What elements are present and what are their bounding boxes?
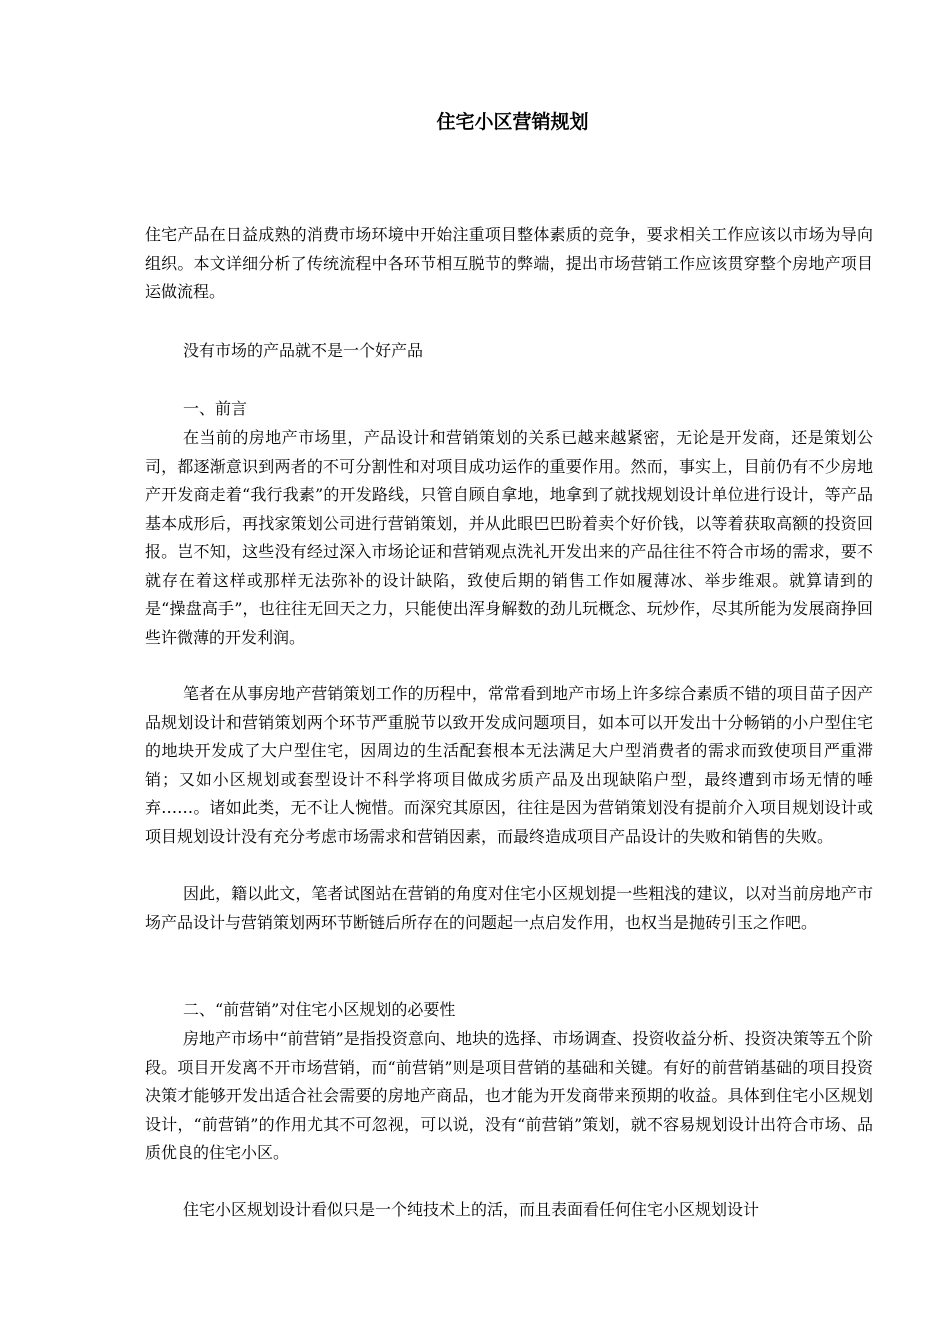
section-1-paragraph-1: 在当前的房地产市场里，产品设计和营销策划的关系已越来越紧密，无论是开发商，还是策划公司，都逐渐意识到两者的不可分割性和对项目成功运作的重要作用。然而，事实上，目前仍有不少房地产开发商走着“我行我素”的开发路线，只管自顾自拿地，地拿到了就找规划设计单位进行设计，等产品基本成形后，再找家策划公司进行营销策划，并从此眼巴巴盼着卖个好价钱，以等着获取高额的投资回报。岂不知，这些没有经过深入市场论证和营销观点洗礼开发出来的产品往往不符合市场的需求，要不就存在着这样或那样无法弥补的设计缺陷，致使后期的销售工作如履薄冰、举步维艰。就算请到的是“操盘高手”，也往往无回天之力，只能使出浑身解数的劲儿玩概念、玩炒作，尽其所能为发展商挣回些许微薄的开发利润。: [145, 428, 873, 647]
section-heading-1: 一、前言: [183, 399, 248, 418]
section-1-paragraph-2: 笔者在从事房地产营销策划工作的历程中，常常看到地产市场上许多综合素质不错的项目苗子因产品规划设计和营销策划两个环节严重脱节以致开发成问题项目，如本可以开发出十分畅销的小户型住宅的地块开发成了大户型住宅，因周边的生活配套根本无法满足大户型消费者的需求而致使项目严重滞销；又如小区规划或套型设计不科学将项目做成劣质产品及出现缺陷户型，最终遭到市场无情的唾弃……。诸如此类，无不让人惋惜。而深究其原因，往往是因为营销策划没有提前介入项目规划设计或项目规划设计没有充分考虑市场需求和营销因素，而最终造成项目产品设计的失败和销售的失败。: [145, 684, 873, 846]
abstract-paragraph: 住宅产品在日益成熟的消费市场环境中开始注重项目整体素质的竞争，要求相关工作应该以市场为导向组织。本文详细分析了传统流程中各环节相互脱节的弊端，提出市场营销工作应该贯穿整个房地产项目运做流程。: [145, 225, 873, 301]
section-1-paragraph-3: 因此，籍以此文，笔者试图站在营销的角度对住宅小区规划提一些粗浅的建议，以对当前房地产市场产品设计与营销策划两环节断链后所存在的问题起一点启发作用，也权当是抛砖引玉之作吧。: [145, 884, 873, 932]
document-title: 住宅小区营销规划: [436, 111, 589, 133]
document-subtitle: 没有市场的产品就不是一个好产品: [183, 341, 424, 360]
section-2-paragraph-2: 住宅小区规划设计看似只是一个纯技术上的活，而且表面看任何住宅小区规划设计: [183, 1200, 760, 1219]
section-heading-2: 二、“前营销”对住宅小区规划的必要性: [183, 1000, 456, 1019]
section-2-paragraph-1: 房地产市场中“前营销”是指投资意向、地块的选择、市场调查、投资收益分析、投资决策等五个阶段。项目开发离不开市场营销，而“前营销”则是项目营销的基础和关键。有好的前营销基础的项目投资决策才能够开发出适合社会需要的房地产商品，也才能为开发商带来预期的收益。具体到住宅小区规划设计，“前营销”的作用尤其不可忽视，可以说，没有“前营销”策划，就不容易规划设计出符合市场、品质优良的住宅小区。: [145, 1029, 873, 1162]
